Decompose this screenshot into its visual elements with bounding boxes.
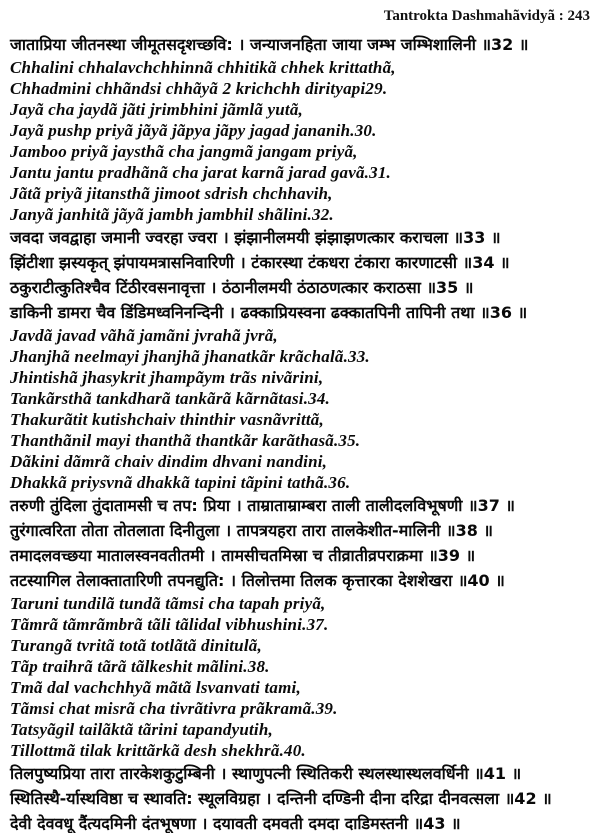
verse-line-devanagari: तुरंगात्वरिता तोता तोतलाता दिनीतुला । तापत्रयहरा तारा तालकेशीत-मालिनी ॥38 ॥ <box>10 521 493 540</box>
page-header-title: Tantrokta Dashmahãvidyã : 243 <box>383 8 590 24</box>
verse-line-devanagari: तरुणी तुंदिला तुंदातामसी च तप: प्रिया । ताम्राताम्राम्बरा ताली तालीदलविभूषणी ॥37 ॥ <box>10 496 515 515</box>
verse-line-devanagari: जाताप्रिया जीतनस्था जीमूतसदृशच्छवि: । जन्याजनहिता जाया जम्भ जम्भिशालिनी ॥32 ॥ <box>10 35 529 54</box>
verse-line-devanagari: तटस्यागिल तेलाक्तातारिणी तपनद्युति: । तिलोत्तमा तिलक कृत्तारका देशशेखरा ॥40 ॥ <box>10 571 505 590</box>
verse-line-transliteration: Tãp traihrã tãrã tãlkeshit mãlini.38. <box>10 657 270 676</box>
verse-line-transliteration: Tãmsi chat misrã cha tivrãtivra prãkramã.39. <box>10 699 338 718</box>
verse-line-transliteration: Thanthãnil mayi thanthã thantkãr karãthasã.35. <box>10 431 361 450</box>
verse-line-transliteration: Janyã janhitã jãyã jambh jambhil shãlini.32. <box>10 205 334 224</box>
verse-line-transliteration: Jãtã priyã jitansthã jimoot sdrish chchhavih, <box>10 184 333 203</box>
verse-line-devanagari: डाकिनी डामरा चैव डिंडिमध्वनिनन्दिनी । ढक्काप्रियस्वना ढक्कातपिनी तापिनी तथा ॥36 ॥ <box>10 303 528 322</box>
verse-line-transliteration: Jhintishã jhasykrit jhampãym trãs nivãrini, <box>10 368 324 387</box>
verse-line-transliteration: Tmã dal vachchhyã mãtã lsvanvati tami, <box>10 678 301 697</box>
verse-line-transliteration: Turangã tvritã totã totlãtã dinitulã, <box>10 636 262 655</box>
verse-line-devanagari: देवी देववधू दैंत्यदमिनी दंतभूषणा । दयावती दमवती दमदा दाडिमस्तनी ॥43 ॥ <box>10 814 461 833</box>
verse-line-transliteration: Thakurãtit kutishchaiv thinthir vasnãvrittã, <box>10 410 324 429</box>
verse-line-transliteration: Jayã pushp priyã jãyã jãpya jãpy jagad jananih.30. <box>10 121 377 140</box>
verse-lines <box>10 32 592 833</box>
verse-line-transliteration: Jantu jantu pradhãnã cha jarat karnã jarad gavã.31. <box>10 163 391 182</box>
verse-line-transliteration: Chhadmini chhãndsi chhãyã 2 krichchh dirityapi29. <box>10 79 388 98</box>
verse-line-transliteration: Tatsyãgil tailãktã tãrini tapandyutih, <box>10 720 273 739</box>
verse-line-devanagari: तिलपुष्यप्रिया तारा तारकेशकुटुम्बिनी । स्थाणुपत्नी स्थितिकरी स्थलस्थास्थलवर्धिनी ॥41 ॥ <box>10 764 522 783</box>
verse-line-transliteration: Taruni tundilã tundã tãmsi cha tapah priyã, <box>10 594 326 613</box>
verse-line-transliteration: Jayã cha jaydã jãti jrimbhini jãmlã yutã, <box>10 100 303 119</box>
verse-line-devanagari: तमादलवच्छया मातालस्वनवतीतमी । तामसीचतमिस्रा च तीव्रातीव्रपराक्रमा ॥39 ॥ <box>10 546 476 565</box>
verse-line-devanagari: झिंटीशा झस्यकृत् झंपायमत्रासनिवारिणी । टंकारस्था टंकधरा टंकारा कारणाटसी ॥34 ॥ <box>10 253 510 272</box>
verse-line-transliteration: Tankãrsthã tankdharã tankãrã kãrnãtasi.34. <box>10 389 331 408</box>
verse-line-transliteration: Javdã javad vãhã jamãni jvrahã jvrã, <box>10 326 278 345</box>
verse-line-devanagari: स्थितिस्थै-र्यास्थविष्ठा च स्थावति: स्थूलविग्रहा । दन्तिनी दण्डिनी दीना दरिद्रा दीनवत्सला ॥42 ॥ <box>10 789 552 808</box>
verse-line-transliteration: Dhakkã priysvnã dhakkã tapini tãpini tathã.36. <box>10 473 351 492</box>
verse-line-devanagari: जवदा जवद्वाहा जमानी ज्वरहा ज्वरा । झंझानीलमयी झंझाझणत्कार कराचला ॥33 ॥ <box>10 228 501 247</box>
verse-line-devanagari: ठकुराटीत्कुतिश्चैव टिंठीरवसनावृत्ता । ठंठानीलमयी ठंठाठणत्कार कराठसा ॥35 ॥ <box>10 278 474 297</box>
verse-line-transliteration: Jamboo priyã jaysthã cha jangmã jangam priyã, <box>10 142 358 161</box>
verse-line-transliteration: Dãkini dãmrã chaiv dindim dhvani nandini, <box>10 452 328 471</box>
verse-line-transliteration: Tãmrã tãmrãmbrã tãli tãlidal vibhushini.37. <box>10 615 329 634</box>
verse-line-transliteration: Jhanjhã neelmayi jhanjhã jhanatkãr krãchalã.33. <box>10 347 370 366</box>
verse-line-transliteration: Chhalini chhalavchchhinnã chhitikã chhek krittathã, <box>10 58 396 77</box>
verse-line-transliteration: Tillottmã tilak krittãrkã desh shekhrã.40. <box>10 741 306 760</box>
